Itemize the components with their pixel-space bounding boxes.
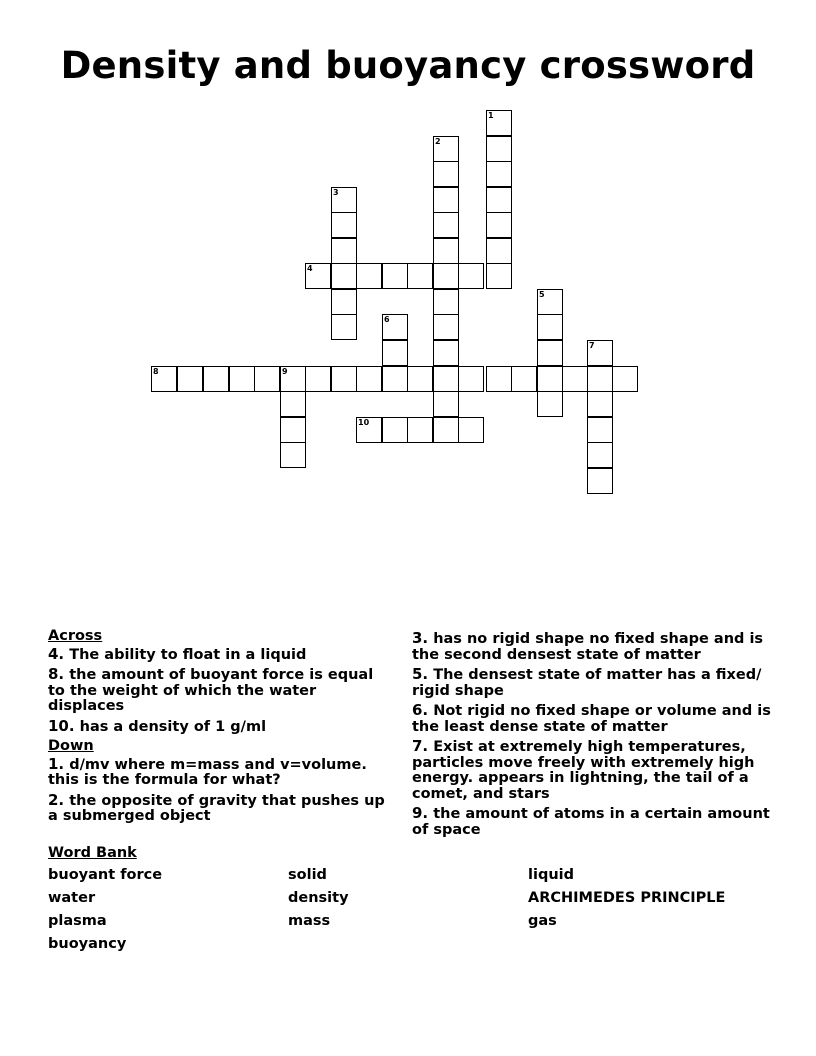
crossword-cell[interactable] <box>331 238 357 264</box>
crossword-cell[interactable] <box>331 314 357 340</box>
word-bank <box>48 845 788 952</box>
clue-text: d/mv where m=mass and v=volume. this is the formula for what? <box>48 756 367 788</box>
crossword-cell[interactable] <box>433 289 459 315</box>
crossword-cell[interactable] <box>382 417 408 443</box>
clue-text: The densest state of matter has a fixed/ rigid shape <box>412 667 762 699</box>
crossword-cell[interactable] <box>305 263 331 289</box>
crossword-cell[interactable] <box>331 212 357 238</box>
clue-number-label: 3. <box>412 629 429 647</box>
clue-number-label: 5. <box>412 665 429 683</box>
crossword-cell[interactable] <box>537 314 563 340</box>
clue-number: 5 <box>539 290 545 299</box>
crossword-cell[interactable] <box>407 417 433 443</box>
clues-right-column <box>412 629 782 842</box>
crossword-cell[interactable] <box>305 366 331 392</box>
word-bank-word: ARCHIMEDES PRINCIPLE <box>528 890 726 906</box>
crossword-cell[interactable] <box>486 161 512 187</box>
clue-item <box>412 631 782 663</box>
crossword-cell[interactable] <box>433 187 459 213</box>
clue-number-label: 4. <box>48 644 65 663</box>
crossword-cell[interactable] <box>280 391 306 417</box>
clue-item <box>412 703 782 735</box>
crossword-cell[interactable] <box>382 263 408 289</box>
clue-text: has no rigid shape no fixed shape and is the second densest state of matter <box>412 631 764 663</box>
crossword-cell[interactable] <box>486 366 512 392</box>
clue-number: 10 <box>358 418 370 427</box>
clue-number: 2 <box>435 137 441 146</box>
across-heading: Across <box>48 628 103 644</box>
clue-number: 9 <box>282 367 288 376</box>
crossword-cell[interactable] <box>486 238 512 264</box>
crossword-cell[interactable] <box>511 366 537 392</box>
crossword-cell[interactable] <box>537 340 563 366</box>
clue-text: the amount of buoyant force is equal to the weight of which the water displaces <box>48 667 374 714</box>
clue-text: has a density of 1 g/ml <box>79 718 267 735</box>
clue-text: The ability to float in a liquid <box>69 646 307 663</box>
word-bank-word: buoyant force <box>48 867 163 883</box>
clue-item <box>48 790 393 825</box>
crossword-cell[interactable] <box>331 263 357 289</box>
crossword-cell[interactable] <box>486 212 512 238</box>
crossword-cell[interactable] <box>331 366 357 392</box>
clue-item <box>412 806 782 838</box>
word-bank-word: density <box>288 890 349 906</box>
clue-text: Exist at extremely high temperatures, particles move freely with extremely high energy. appears in lightning, the tail of a comet, and stars <box>412 739 755 802</box>
crossword-cell[interactable] <box>433 238 459 264</box>
page-title: Density and buoyancy crossword <box>60 44 756 87</box>
crossword-cell[interactable] <box>587 366 613 392</box>
clue-item <box>412 739 782 802</box>
crossword-cell[interactable] <box>562 366 588 392</box>
crossword-cell[interactable] <box>587 468 613 494</box>
clue-number-label: 6. <box>412 701 429 719</box>
clue-item <box>48 716 393 736</box>
clue-number-label: 8. <box>48 665 65 683</box>
word-bank-word: mass <box>288 913 331 929</box>
crossword-cell[interactable] <box>433 263 459 289</box>
clue-number: 1 <box>488 111 494 120</box>
crossword-cell[interactable] <box>356 263 382 289</box>
word-bank-word: solid <box>288 867 327 883</box>
clue-item <box>48 644 393 664</box>
word-bank-word: water <box>48 890 96 906</box>
crossword-cell[interactable] <box>433 212 459 238</box>
clue-number: 7 <box>589 341 595 350</box>
clue-text: Not rigid no fixed shape or volume and is the least dense state of matter <box>412 703 771 735</box>
clue-item <box>48 667 393 715</box>
clue-number-label: 1. <box>48 754 65 773</box>
crossword-cell[interactable] <box>356 366 382 392</box>
crossword-cell[interactable] <box>407 263 433 289</box>
crossword-cell[interactable] <box>433 366 459 392</box>
crossword-cell[interactable] <box>537 391 563 417</box>
word-bank-heading: Word Bank <box>48 845 137 861</box>
crossword-grid <box>0 0 816 520</box>
clues-left-column <box>48 629 393 829</box>
down-clue-list-right <box>412 631 782 838</box>
crossword-cell[interactable] <box>458 366 484 392</box>
crossword-cell[interactable] <box>486 110 512 136</box>
crossword-cell[interactable] <box>382 366 408 392</box>
crossword-cell[interactable] <box>433 340 459 366</box>
clue-number-label: 2. <box>48 790 65 809</box>
crossword-cell[interactable] <box>151 366 177 392</box>
crossword-cell[interactable] <box>587 340 613 366</box>
crossword-cell[interactable] <box>612 366 638 392</box>
crossword-cell[interactable] <box>331 289 357 315</box>
crossword-cell[interactable] <box>587 442 613 468</box>
crossword-cell[interactable] <box>537 366 563 392</box>
clue-text: the opposite of gravity that pushes up a submerged object <box>48 792 385 824</box>
crossword-cell[interactable] <box>458 417 484 443</box>
crossword-cell[interactable] <box>486 187 512 213</box>
down-clue-list-left <box>48 754 393 825</box>
crossword-cell[interactable] <box>433 136 459 162</box>
crossword-cell[interactable] <box>280 417 306 443</box>
clue-number: 4 <box>307 264 313 273</box>
word-bank-word: plasma <box>48 913 107 929</box>
clue-number: 6 <box>384 315 390 324</box>
crossword-cell[interactable] <box>433 314 459 340</box>
clue-number: 3 <box>333 188 339 197</box>
crossword-cell[interactable] <box>407 366 433 392</box>
clue-item <box>48 754 393 789</box>
crossword-cell[interactable] <box>280 366 306 392</box>
crossword-cell[interactable] <box>433 161 459 187</box>
crossword-cell[interactable] <box>356 417 382 443</box>
crossword-cell[interactable] <box>254 366 280 392</box>
crossword-cell[interactable] <box>280 442 306 468</box>
crossword-cell[interactable] <box>587 391 613 417</box>
crossword-cell[interactable] <box>458 263 484 289</box>
crossword-cell[interactable] <box>433 417 459 443</box>
clue-item <box>412 667 782 699</box>
crossword-cell[interactable] <box>537 289 563 315</box>
crossword-cell[interactable] <box>587 417 613 443</box>
clue-number-label: 10. <box>48 716 75 735</box>
crossword-cell[interactable] <box>331 187 357 213</box>
crossword-cell[interactable] <box>382 314 408 340</box>
clue-text: the amount of atoms in a certain amount of space <box>412 806 770 838</box>
crossword-cell[interactable] <box>486 263 512 289</box>
crossword-cell[interactable] <box>382 340 408 366</box>
down-heading: Down <box>48 738 94 754</box>
crossword-cell[interactable] <box>433 391 459 417</box>
word-bank-word: buoyancy <box>48 936 127 952</box>
crossword-cell[interactable] <box>229 366 255 392</box>
clue-number-label: 7. <box>412 737 429 755</box>
word-bank-word: liquid <box>528 867 574 883</box>
crossword-cell[interactable] <box>486 136 512 162</box>
clue-number-label: 9. <box>412 804 429 822</box>
word-bank-word: gas <box>528 913 557 929</box>
clue-number: 8 <box>153 367 159 376</box>
crossword-cell[interactable] <box>177 366 203 392</box>
across-clue-list <box>48 644 393 736</box>
crossword-cell[interactable] <box>203 366 229 392</box>
